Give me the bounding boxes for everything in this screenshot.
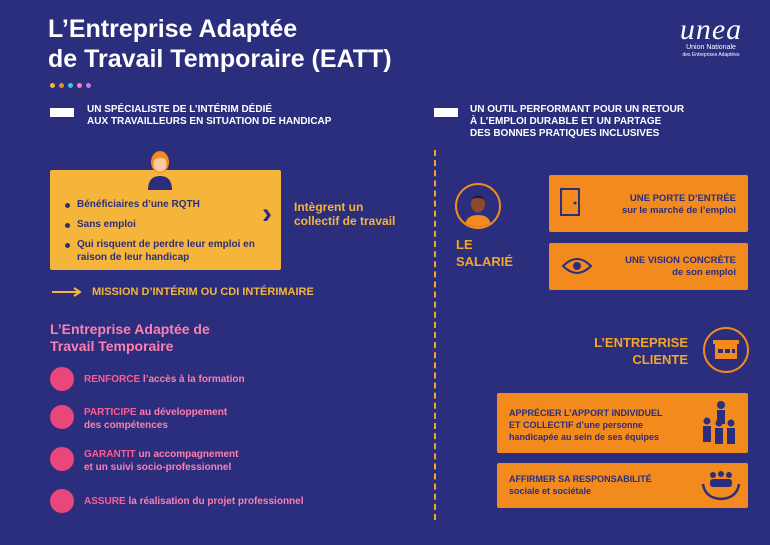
box4-line-2: sociale et sociétale — [509, 486, 592, 496]
box-porte-entree — [549, 175, 748, 232]
box1-line-2: sur le marché de l’emploi — [621, 205, 736, 216]
team-icon — [697, 399, 741, 447]
client-line-2: CLIENTE — [632, 352, 688, 367]
eatt-title — [50, 321, 210, 355]
dashed-divider — [434, 150, 436, 520]
heading-bar-left — [50, 108, 74, 117]
title-line-1: L’Entreprise Adaptée — [48, 15, 298, 43]
box-text — [509, 473, 652, 497]
item-text — [84, 495, 304, 508]
skills-icon — [50, 405, 74, 429]
box2-line-1: UNE VISION CONCRÈTE — [625, 255, 736, 266]
box1-line-1: UNE PORTE D’ENTRÉE — [629, 193, 736, 204]
item-rest: au développement — [136, 407, 228, 418]
mission-text: MISSION D’INTÉRIM OU CDI INTÉRIMAIRE — [92, 286, 314, 298]
arrow-right-icon — [52, 287, 82, 297]
integrent-text — [294, 200, 395, 228]
right-heading-line-1: UN OUTIL PERFORMANT POUR UN RETOUR — [470, 104, 685, 115]
left-heading-line-1: UN SPÉCIALISTE DE L’INTÉRIM DÉDIÉ — [87, 104, 273, 115]
item-text — [84, 373, 245, 386]
item-rest-2: des compétences — [84, 420, 168, 431]
item-participe — [50, 405, 227, 432]
right-heading — [470, 104, 684, 140]
box-affirmer — [497, 463, 748, 508]
item-rest: la réalisation du projet professionnel — [125, 496, 304, 507]
logo-sub2: des Entreprises Adaptées — [682, 52, 740, 58]
box3-line-3: handicapée au sein de ses équipes — [509, 432, 660, 442]
list-item: Bénéficiaires d’une RQTH — [65, 198, 277, 211]
item-verb: GARANTIT — [84, 449, 136, 460]
integrent-line-1: Intègrent un — [294, 200, 364, 214]
item-text — [84, 406, 227, 432]
hands-people-icon — [701, 468, 741, 502]
item-assure — [50, 489, 304, 513]
heading-bar-right — [434, 108, 458, 117]
eatt-title-line-2: Travail Temporaire — [50, 338, 174, 354]
item-rest: l’accès à la formation — [140, 374, 245, 385]
left-heading — [87, 104, 331, 128]
eatt-title-line-1: L’Entreprise Adaptée de — [50, 321, 210, 337]
door-icon — [559, 187, 583, 217]
right-heading-line-2: À L’EMPLOI DURABLE ET UN PARTAGE — [470, 116, 662, 127]
list-item: Sans emploi — [65, 218, 277, 231]
left-heading-line-2: AUX TRAVAILLEURS EN SITUATION DE HANDICAP — [87, 116, 332, 127]
title-line-2: de Travail Temporaire (EATT) — [48, 45, 392, 73]
page-title — [48, 14, 392, 74]
box-text — [509, 407, 663, 443]
dot — [59, 83, 64, 88]
salarie-line-1: LE — [456, 237, 473, 252]
dot — [50, 83, 55, 88]
client-line-1: L’ENTREPRISE — [594, 335, 688, 350]
shop-icon — [703, 327, 749, 373]
box3-line-1: APPRÉCIER L’APPORT INDIVIDUEL — [509, 408, 663, 418]
box3-line-2: ET COLLECTIF d’une personne — [509, 420, 644, 430]
building-icon — [705, 329, 747, 371]
box-apprecier — [497, 393, 748, 453]
client-label — [560, 334, 688, 368]
item-renforce — [50, 367, 245, 391]
salarie-line-2: SALARIÉ — [456, 254, 514, 269]
item-verb: ASSURE — [84, 496, 126, 507]
profile-list — [65, 198, 277, 271]
box-text — [622, 193, 736, 217]
eye-icon — [561, 255, 593, 277]
man-avatar-icon — [457, 185, 499, 227]
woman-avatar-icon — [140, 146, 180, 190]
chevron-right-icon: › — [262, 197, 272, 230]
right-heading-line-3: DES BONNES PRATIQUES INCLUSIVES — [470, 128, 660, 139]
item-text — [84, 448, 238, 474]
item-rest-2: et un suivi socio-professionnel — [84, 462, 232, 473]
logo-sub: Union Nationale — [686, 44, 736, 51]
unea-logo — [676, 13, 746, 58]
salarie-label — [456, 236, 513, 270]
location-pin-icon — [50, 489, 74, 513]
item-garantit — [50, 447, 238, 474]
worker-avatar — [455, 183, 501, 229]
integrent-line-2: collectif de travail — [294, 214, 396, 228]
box-text — [625, 255, 736, 279]
arm-strength-icon — [50, 367, 74, 391]
item-verb: PARTICIPE — [84, 407, 137, 418]
dot — [77, 83, 82, 88]
logo-word: unea — [679, 13, 743, 46]
box2-line-2: de son emploi — [672, 267, 736, 278]
box-vision — [549, 243, 748, 290]
clipboard-icon — [50, 447, 74, 471]
item-verb: RENFORCE — [84, 374, 141, 385]
item-rest: un accompagnement — [135, 449, 239, 460]
dot — [68, 83, 73, 88]
decorative-dots — [50, 83, 91, 88]
list-item: Qui risquent de perdre leur emploi en raison de leur handicap — [65, 238, 277, 264]
dot — [86, 83, 91, 88]
box4-line-1: AFFIRMER SA RESPONSABILITÉ — [509, 474, 652, 484]
